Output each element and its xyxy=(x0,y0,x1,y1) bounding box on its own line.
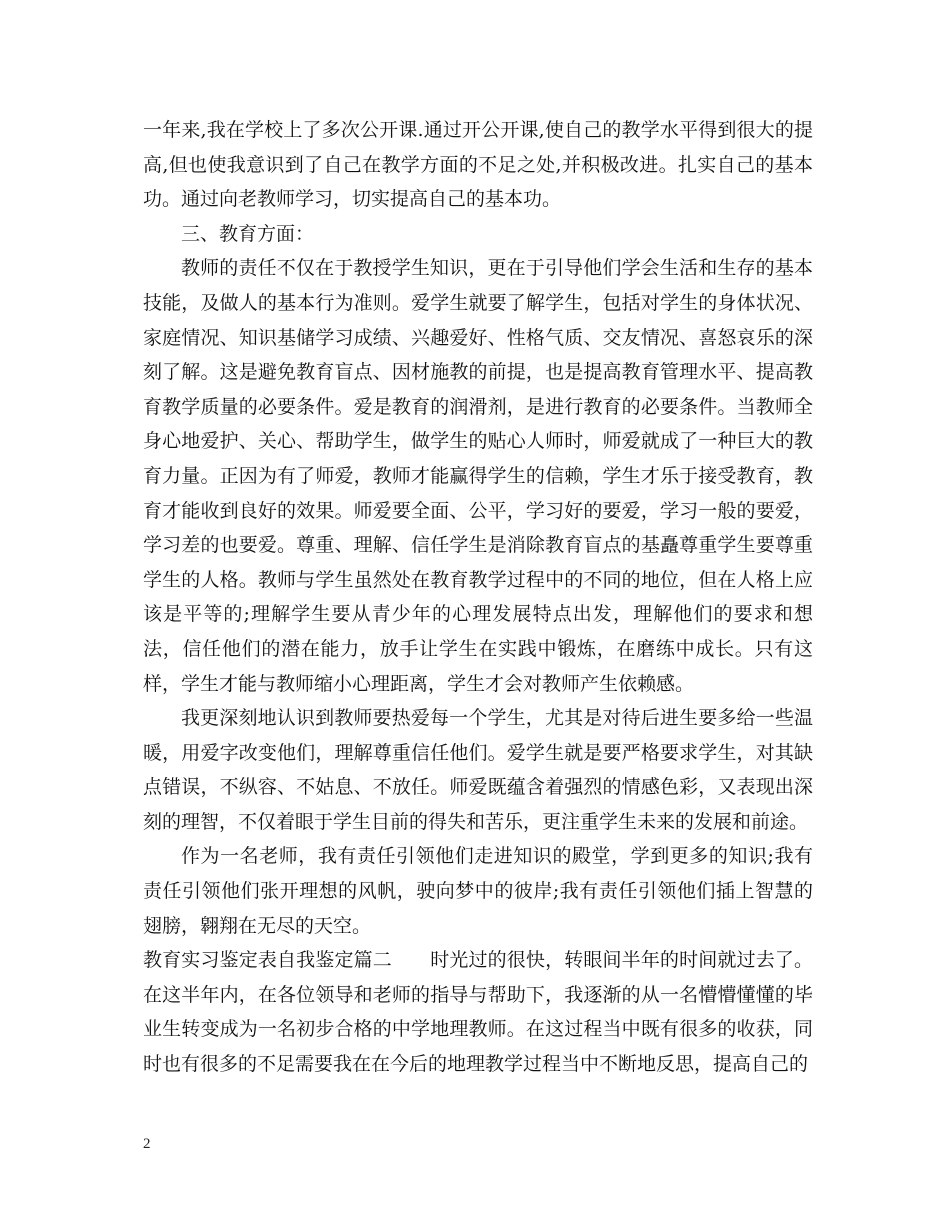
document-body xyxy=(143,113,813,1082)
page-number: 2 xyxy=(143,1136,151,1152)
paragraph-teacher-responsibility: 教师的责任不仅在于教授学生知识，更在于引导他们学会生活和生存的基本技能，及做人的基本行为准则。爱学生就要了解学生，包括对学生的身体状况、家庭情况、知识基储学习成绩、兴趣爱好、性格气质、交友情况、喜怒哀乐的深刻了解。这是避免教育盲点、因材施教的前提，也是提高教育管理水平、提高教育教学质量的必要条件。爱是教育的润滑剂，是进行教育的必要条件。当教师全身心地爱护、关心、帮助学生，做学生的贴心人师时，师爱就成了一种巨大的教育力量。正因为有了师爱，教师才能赢得学生的信赖，学生才乐于接受教育，教育才能收到良好的效果。师爱要全面、公平，学习好的要爱，学习一般的要爱，学习差的也要爱。尊重、理解、信任学生是消除教育盲点的基矗尊重学生要尊重学生的人格。教师与学生虽然处在教育教学过程中的不同的地位，但在人格上应该是平等的;理解学生要从青少年的心理发展特点出发，理解他们的要求和想法，信任他们的潜在能力，放手让学生在实践中锻炼，在磨练中成长。只有这样，学生才能与教师缩小心理距离，学生才会对教师产生依赖感。 xyxy=(143,257,813,695)
paragraph-teacher-duty: 作为一名老师，我有责任引领他们走进知识的殿堂，学到更多的知识;我有责任引领他们张开理想的风帆，驶向梦中的彼岸;我有责任引领他们插上智慧的翅膀，翱翔在无尽的天空。 xyxy=(143,845,813,937)
paragraph-open-class: 一年来,我在学校上了多次公开课.通过开公开课,使自己的教学水平得到很大的提高,但也使我意识到了自己在教学方面的不足之处,并积极改进。扎实自己的基本功。通过向老教师学习，切实提高自己的基本功。 xyxy=(143,119,813,211)
paragraph-part-two: 教育实习鉴定表自我鉴定篇二 时光过的很快，转眼间半年的时间就过去了。在这半年内，在各位领导和老师的指导与帮助下，我逐渐的从一名懵懵懂懂的毕业生转变成为一名初步合格的中学地理教师。在这过程当中既有很多的收获，同时也有很多的不足需要我在在今后的地理教学过程当中不断地反思，提高自己的 xyxy=(143,949,813,1076)
paragraph-love-students: 我更深刻地认识到教师要热爱每一个学生，尤其是对待后进生要多给一些温暖，用爱字改变他们，理解尊重信任他们。爱学生就是要严格要求学生，对其缺点错误，不纵容、不姑息、不放任。师爱既蕴含着强烈的情感色彩，又表现出深刻的理智，不仅着眼于学生目前的得失和苦乐，更注重学生未来的发展和前途。 xyxy=(143,707,813,833)
section-heading-education: 三、教育方面： xyxy=(181,222,315,245)
